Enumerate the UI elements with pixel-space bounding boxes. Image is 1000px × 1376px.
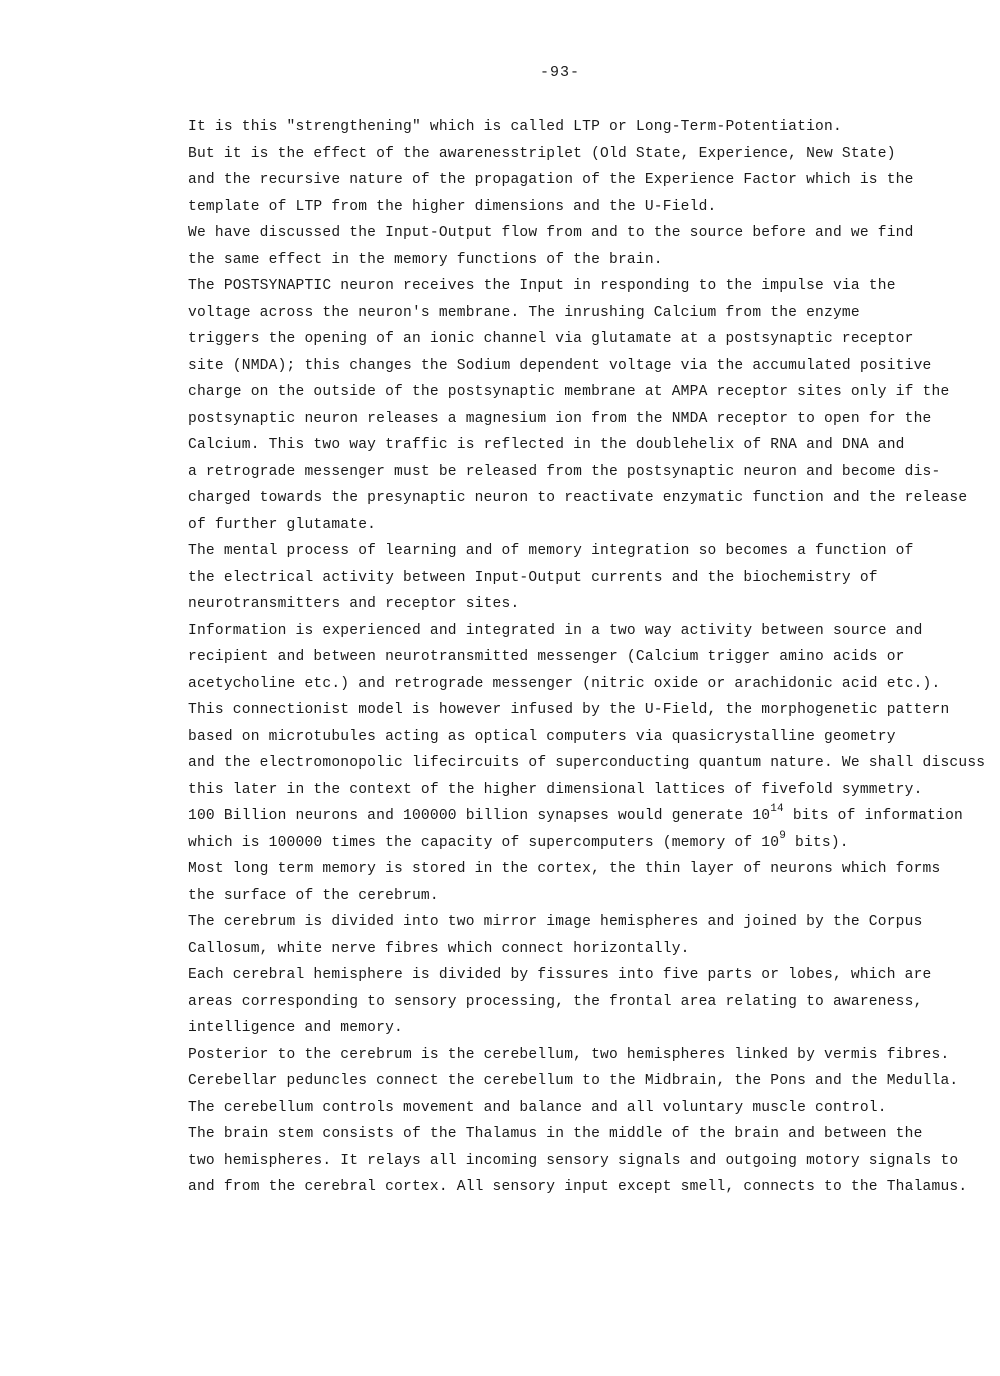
text-line-14: a retrograde messenger must be released from the postsynaptic neuron and become dis- xyxy=(188,463,941,480)
text-line-28-rest: bits). xyxy=(786,834,849,851)
text-line-27-rest: bits of information xyxy=(783,808,964,824)
text-line-24: based on microtubules acting as optical computers via quasicrystalline geometry xyxy=(188,728,896,745)
page-number: -93- xyxy=(539,64,580,81)
text-line-40: two hemispheres. It relays all incoming sensory signals and outgoing motory signals to xyxy=(188,1152,959,1169)
text-line-2: But it is the effect of the awarenesstriplet (Old State, Experience, New State) xyxy=(188,145,896,162)
exponent-9: 9 xyxy=(779,829,787,842)
text-line-20: Information is experienced and integrated in a two way activity between source and xyxy=(188,622,923,639)
text-line-15: charged towards the presynaptic neuron to reactivate enzymatic function and the release xyxy=(188,490,968,506)
text-line-36: Posterior to the cerebrum is the cerebellum, two hemispheres linked by vermis fibres. xyxy=(188,1046,950,1063)
text-line-10: site (NMDA); this changes the Sodium dependent voltage via the accumulated positive xyxy=(188,357,932,374)
text-line-22: acetycholine etc.) and retrograde messenger (nitric oxide or arachidonic acid etc.). xyxy=(188,675,941,692)
text-line-21: recipient and between neurotransmitted messenger (Calcium trigger amino acids or xyxy=(188,649,905,665)
text-line-3: and the recursive nature of the propagation of the Experience Factor which is the xyxy=(188,172,914,188)
text-line-33: Each cerebral hemisphere is divided by fissures into five parts or lobes, which are xyxy=(188,967,932,983)
text-line-31: The cerebrum is divided into two mirror image hemispheres and joined by the Corpus xyxy=(188,914,923,930)
text-line-6: the same effect in the memory functions of the brain. xyxy=(188,251,663,268)
text-line-12: postsynaptic neuron releases a magnesium ion from the NMDA receptor to open for the xyxy=(188,410,932,427)
body-text xyxy=(188,114,986,1201)
text-line-39: The brain stem consists of the Thalamus in the middle of the brain and between the xyxy=(188,1126,923,1142)
text-line-8: voltage across the neuron's membrane. The inrushing Calcium from the enzyme xyxy=(188,304,860,321)
text-line-28-main: which is 100000 times the capacity of supercomputers (memory of 10 xyxy=(188,834,780,851)
text-line-19: neurotransmitters and receptor sites. xyxy=(188,596,520,612)
text-line-41: and from the cerebral cortex. All sensory input except smell, connects to the Thalamus. xyxy=(188,1179,968,1195)
text-line-9: triggers the opening of an ionic channel via glutamate at a postsynaptic receptor xyxy=(188,331,914,347)
exponent-14: 14 xyxy=(770,803,784,815)
text-line-7: The POSTSYNAPTIC neuron receives the Input in responding to the impulse via the xyxy=(188,278,896,294)
text-line-27-main: 100 Billion neurons and 100000 billion synapses would generate 10 xyxy=(188,808,771,824)
text-line-4: template of LTP from the higher dimensions and the U-Field. xyxy=(188,198,717,215)
text-line-29: Most long term memory is stored in the cortex, the thin layer of neurons which forms xyxy=(188,861,941,877)
text-line-26: this later in the context of the higher dimensional lattices of fivefold symmetry. xyxy=(188,781,923,798)
text-line-27 xyxy=(188,803,964,830)
text-line-38: The cerebellum controls movement and balance and all voluntary muscle control. xyxy=(188,1099,887,1116)
text-line-18: the electrical activity between Input-Output currents and the biochemistry of xyxy=(188,569,878,586)
text-line-28 xyxy=(188,830,958,857)
text-line-11: charge on the outside of the postsynaptic membrane at AMPA receptor sites only if the xyxy=(188,384,950,400)
text-line-25: and the electromonopolic lifecircuits of superconducting quantum nature. We shall discuss xyxy=(188,755,986,771)
text-line-37: Cerebellar peduncles connect the cerebellum to the Midbrain, the Pons and the Medulla. xyxy=(188,1073,959,1089)
text-line-1: It is this "strengthening" which is called LTP or Long-Term-Potentiation. xyxy=(188,119,842,135)
text-line-17: The mental process of learning and of memory integration so becomes a function of xyxy=(188,543,914,559)
text-line-5: We have discussed the Input-Output flow from and to the source before and we find xyxy=(188,225,914,241)
text-line-16: of further glutamate. xyxy=(188,516,377,533)
text-line-34: areas corresponding to sensory processing, the frontal area relating to awareness, xyxy=(188,993,923,1010)
text-line-32: Callosum, white nerve fibres which connect horizontally. xyxy=(188,940,690,957)
text-line-13: Calcium. This two way traffic is reflected in the doublehelix of RNA and DNA and xyxy=(188,437,905,453)
text-line-35: intelligence and memory. xyxy=(188,1020,403,1036)
text-line-23: This connectionist model is however infused by the U-Field, the morphogenetic pattern xyxy=(188,702,950,718)
text-line-30: the surface of the cerebrum. xyxy=(188,887,439,904)
